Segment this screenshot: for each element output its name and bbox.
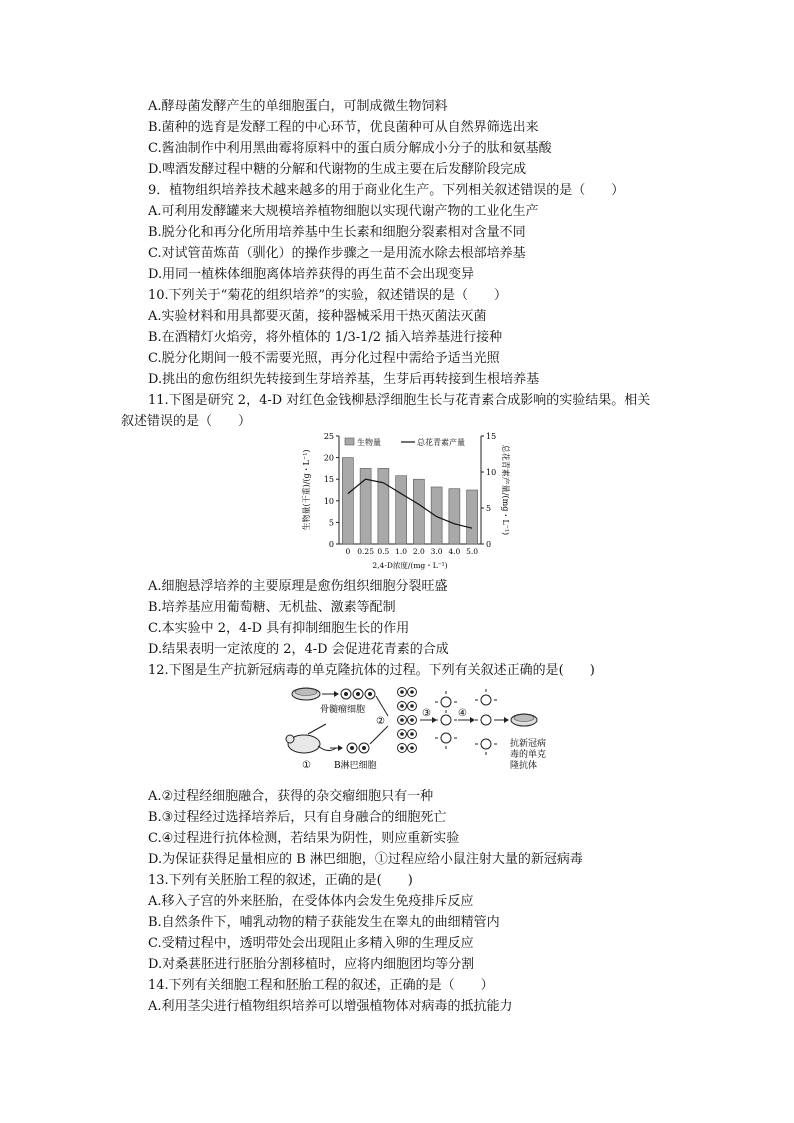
step4-label: ④ [458, 708, 467, 719]
bar [342, 458, 353, 544]
myeloma-label: 骨髓瘤细胞 [320, 705, 366, 715]
q13-stem: 13.下列有关胚胎工程的叙述，正确的是( ) [148, 873, 413, 888]
step2-label: ② [376, 716, 385, 727]
b-cells [347, 743, 369, 753]
q8-option-c: C.酱油制作中利用黑曲霉将原料中的蛋白质分解成小分子的肽和氨基酸 [148, 141, 552, 156]
q11-stem-line1: 11.下图是研究 2，4-D 对红色金钱柳悬浮细胞生长与花青素合成影响的实验结果。相关 [148, 393, 651, 408]
x-tick-label: 2.0 [412, 547, 425, 556]
legend-bar-swatch [345, 438, 354, 445]
x-tick-label: 0 [345, 547, 351, 556]
q8-option-a: A.酵母菌发酵产生的单细胞蛋白，可制成微生物饲料 [148, 99, 448, 114]
right-tick-label: 10 [486, 468, 497, 477]
y-axis-left-label: 生物量(干重)/(g・L⁻¹) [302, 449, 311, 531]
q10-option-b: B.在酒精灯火焰旁，将外植体的 1/3-1/2 插入培养基进行接种 [148, 330, 503, 345]
legend-line-label: 总花青素产量 [417, 438, 465, 447]
bar [449, 489, 460, 544]
step3-label: ③ [422, 708, 431, 719]
left-tick-label: 0 [328, 540, 334, 549]
antibody-label-2: 毒的单克 [510, 750, 547, 760]
q13-option-c: C.受精过程中，透明带处会出现阻止多精入卵的生理反应 [148, 936, 474, 951]
x-tick-label: 0.5 [377, 547, 390, 556]
y-axis-right-label: 总花青素产量/(mg・L⁻¹) [501, 444, 510, 536]
q12-stem: 12.下图是生产抗新冠病毒的单克隆抗体的过程。下列有关叙述正确的是( ) [148, 663, 595, 678]
antibody-producing-cells [475, 689, 497, 755]
bar [396, 476, 407, 544]
right-tick-label: 0 [486, 540, 492, 549]
x-axis-label: 2,4-D浓度/(mg・L⁻¹) [372, 561, 448, 570]
q12-diagram [278, 682, 548, 782]
q11-option-d: D.结果表明一定浓度的 2，4-D 会促进花青素的合成 [148, 642, 449, 657]
left-tick-label: 10 [323, 496, 334, 506]
bar [467, 490, 478, 544]
q10-option-d: D.挑出的愈伤组织先转接到生芽培养基，生芽后再转接到生根培养基 [148, 372, 540, 387]
q10-option-a: A.实验材料和用具都要灭菌，接种器械采用干热灭菌法灭菌 [148, 309, 487, 324]
q11-stem-line2: 叙述错误的是（ ） [121, 414, 252, 429]
q11-option-a: A.细胞悬浮培养的主要原理是愈伤组织细胞分裂旺盛 [148, 579, 448, 594]
q11-option-b: B.培养基应用葡萄糖、无机盐、激素等配制 [148, 600, 396, 615]
q12-option-b: B.③过程经过选择培养后，只有自身融合的细胞死亡 [148, 810, 447, 825]
q12-option-d: D.为保证获得足量相应的 B 淋巴细胞，①过程应给小鼠注射大量的新冠病毒 [148, 852, 583, 867]
q14-option-a: A.利用茎尖进行植物组织培养可以增强植物体对病毒的抵抗能力 [148, 999, 513, 1014]
bar [378, 468, 389, 544]
bar [413, 479, 424, 544]
q10-stem: 10.下列关于“菊花的组织培养”的实验，叙述错误的是（ ） [148, 288, 507, 303]
x-tick-label: 4.0 [448, 547, 461, 556]
q13-option-b: B.自然条件下，哺乳动物的精子获能发生在睾丸的曲细精管内 [148, 915, 500, 930]
q9-option-b: B.脱分化和再分化所用培养基中生长素和细胞分裂素相对含量不同 [148, 225, 526, 240]
q11-option-c: C.本实验中 2，4-D 具有抑制细胞生长的作用 [148, 621, 410, 636]
x-tick-label: 0.25 [357, 547, 374, 556]
antibody-label-3: 隆抗体 [510, 761, 538, 771]
q14-stem: 14.下列有关细胞工程和胚胎工程的叙述，正确的是（ ） [148, 978, 494, 993]
q11-chart [295, 428, 525, 576]
q9-stem: 9．植物组织培养技术越来越多的用于商业化生产。下列相关叙述错误的是（ ） [148, 183, 625, 198]
hybridoma-cells [435, 691, 457, 749]
q13-option-d: D.对桑葚胚进行胚胎分割移植时，应将内细胞团均等分割 [148, 957, 475, 972]
q9-option-d: D.用同一植株体细胞离体培养获得的再生苗不会出现变异 [148, 267, 475, 282]
left-tick-label: 15 [323, 475, 334, 485]
myeloma-dish [292, 688, 320, 700]
antibody-dish [511, 714, 537, 726]
left-tick-label: 20 [323, 453, 334, 463]
bar [431, 487, 442, 544]
left-tick-label: 5 [328, 518, 334, 528]
right-tick-label: 5 [486, 504, 492, 513]
q8-option-b: B.菌种的选育是发酵工程的中心环节，优良菌种可从自然界筛选出来 [148, 120, 539, 135]
q12-option-c: C.④过程进行抗体检测，若结果为阴性，则应重新实验 [148, 831, 460, 846]
x-tick-label: 5.0 [466, 547, 479, 556]
right-tick-label: 15 [486, 432, 497, 441]
q9-option-a: A.可利用发酵罐来大规模培养植物细胞以实现代谢产物的工业化生产 [148, 204, 539, 219]
q13-option-a: A.移入子宫的外来胚胎，在受体体内会发生免疫排斥反应 [148, 894, 474, 909]
legend-bar-label: 生物量 [357, 438, 381, 447]
q8-option-d: D.啤酒发酵过程中糖的分解和代谢物的生成主要在后发酵阶段完成 [148, 162, 527, 177]
mouse-icon [286, 724, 336, 753]
left-tick-label: 25 [323, 432, 334, 441]
x-tick-label: 3.0 [430, 547, 443, 556]
q12-option-a: A.②过程经细胞融合，获得的杂交瘤细胞只有一种 [148, 789, 434, 804]
q10-option-c: C.脱分化期间一般不需要光照，再分化过程中需给予适当光照 [148, 351, 500, 366]
x-tick-label: 1.0 [395, 547, 408, 556]
fused-cells [398, 688, 417, 753]
q9-option-c: C.对试管苗炼苗（驯化）的操作步骤之一是用流水除去根部培养基 [148, 246, 526, 261]
step1-label: ① [302, 760, 311, 771]
antibody-label-1: 抗新冠病 [510, 739, 547, 749]
myeloma-cells [341, 689, 375, 699]
bcell-label: B淋巴细胞 [334, 761, 377, 771]
